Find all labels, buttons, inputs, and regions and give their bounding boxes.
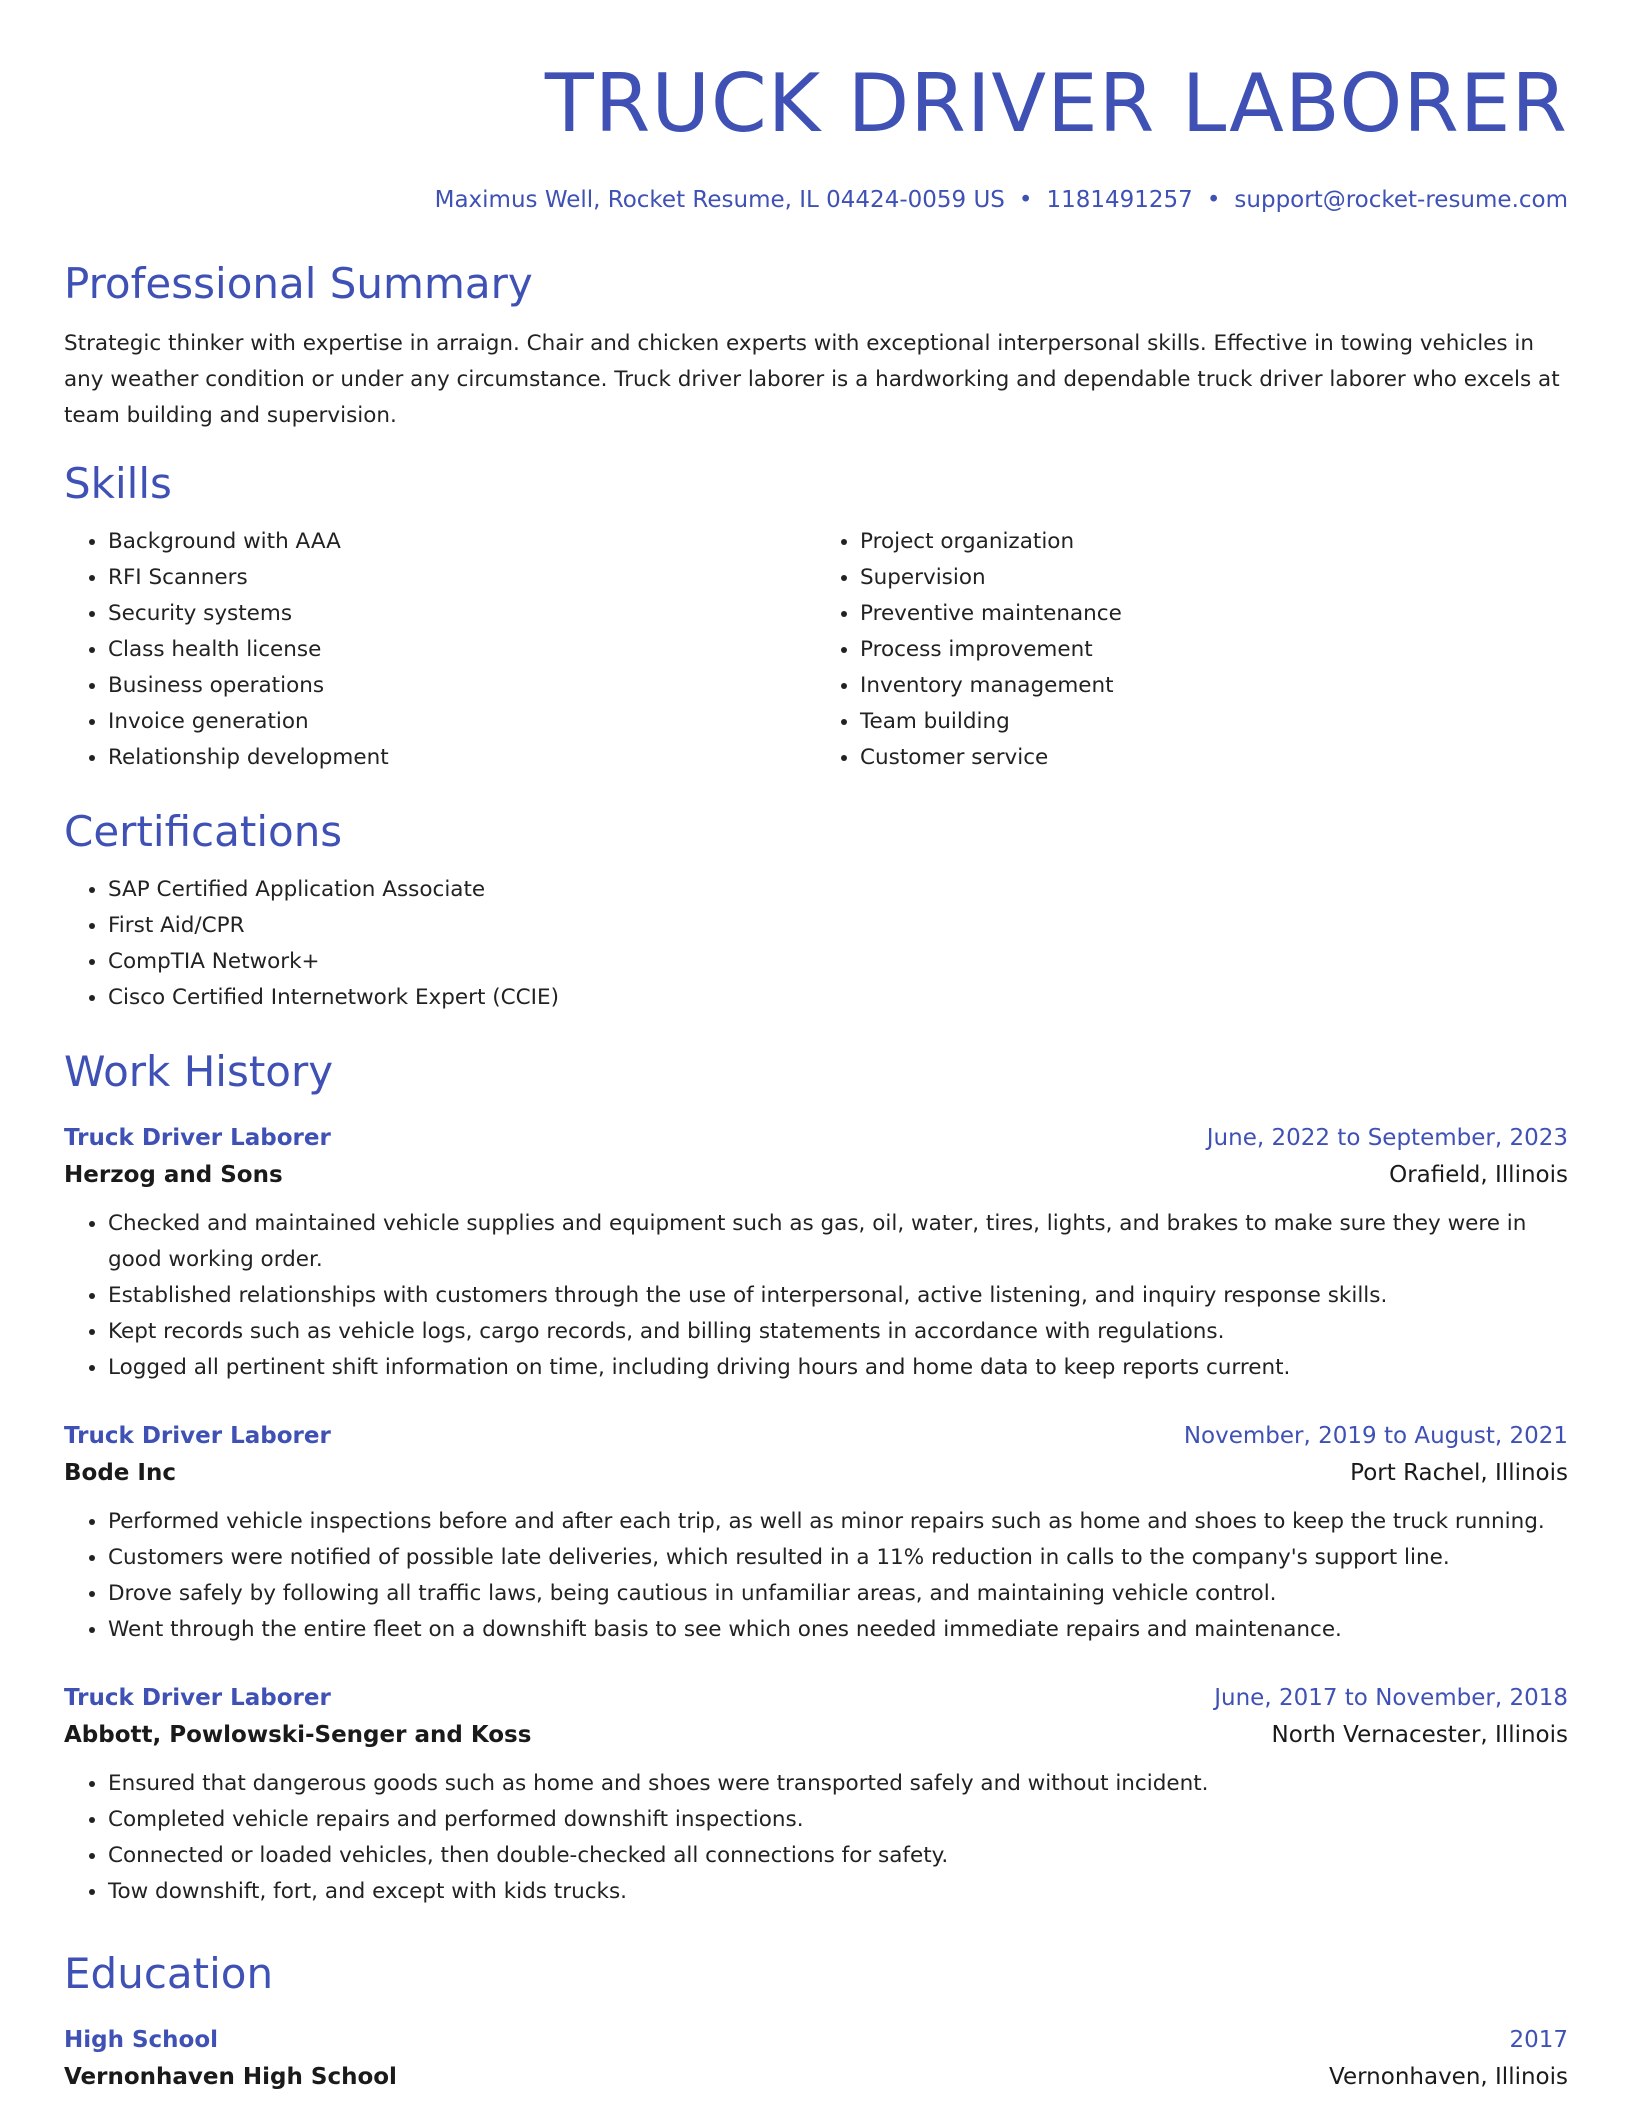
- job-employer-row: [64, 1454, 1568, 1492]
- job-dates: June, 2017 to November, 2018: [1214, 1685, 1568, 1711]
- job-employer-row: [64, 1156, 1568, 1194]
- skill-item: • Inventory management: [860, 668, 1568, 704]
- job-dates: November, 2019 to August, 2021: [1183, 1423, 1568, 1449]
- certification-item: • SAP Certified Application Associate: [108, 872, 1568, 908]
- job-location: North Vernacester, Illinois: [1271, 1722, 1568, 1748]
- job-title: Truck Driver Laborer: [64, 1125, 331, 1151]
- certification-item: • CompTIA Network+: [108, 944, 1568, 980]
- job-bullet: • Established relationships with customers through the use of interpersonal, active listening, and inquiry response skills.: [108, 1278, 1568, 1314]
- education-header-row: [64, 2022, 1568, 2058]
- job-dates: June, 2022 to September, 2023: [1206, 1125, 1568, 1151]
- education-school-row: [64, 2058, 1568, 2096]
- skill-item: • Business operations: [108, 668, 816, 704]
- job-bullet: • Logged all pertinent shift information on time, including driving hours and home data to keep reports current.: [108, 1350, 1568, 1386]
- skill-item: • Team building: [860, 704, 1568, 740]
- certifications-list: [64, 872, 1568, 1016]
- job-employer: Bode Inc: [64, 1460, 176, 1486]
- skill-item: • Supervision: [860, 560, 1568, 596]
- job-bullet: • Tow downshift, fort, and except with kids trucks.: [108, 1874, 1568, 1910]
- job-header-row: [64, 1120, 1568, 1156]
- job-bullet: • Kept records such as vehicle logs, cargo records, and billing statements in accordance with regulations.: [108, 1314, 1568, 1350]
- job-bullet: • Ensured that dangerous goods such as home and shoes were transported safely and without incident.: [108, 1766, 1568, 1802]
- education-location: Vernonhaven, Illinois: [1329, 2064, 1568, 2090]
- skill-item: • Project organization: [860, 524, 1568, 560]
- work-history-heading: Work History: [64, 1047, 334, 1096]
- education-entry: [64, 2022, 1568, 2096]
- contact-separator: •: [1018, 187, 1033, 213]
- contact-phone: 1181491257: [1046, 187, 1193, 213]
- job-employer: Herzog and Sons: [64, 1162, 283, 1188]
- resume-page: [64, 0, 1568, 2096]
- education-degree: High School: [64, 2027, 219, 2053]
- skill-item: • Invoice generation: [108, 704, 816, 740]
- job-header-row: [64, 1680, 1568, 1716]
- skills-right-list: [816, 524, 1568, 776]
- job-bullets: [64, 1206, 1568, 1386]
- candidate-name: TRUCK DRIVER LABORER: [544, 57, 1568, 150]
- job-employer: Abbott, Powlowski-Senger and Koss: [64, 1722, 532, 1748]
- job-bullet: • Performed vehicle inspections before and after each trip, as well as minor repairs such as home and shoes to keep the truck running.: [108, 1504, 1568, 1540]
- job-employer-row: [64, 1716, 1568, 1754]
- job-location: Port Rachel, Illinois: [1350, 1460, 1568, 1486]
- job-entry: [64, 1418, 1568, 1648]
- job-bullet: • Checked and maintained vehicle supplies and equipment such as gas, oil, water, tires, lights, and brakes to make sure they were in good working order.: [108, 1206, 1568, 1278]
- contact-email[interactable]: support@rocket-resume.com: [1234, 187, 1568, 213]
- skill-item: • Customer service: [860, 740, 1568, 776]
- job-title: Truck Driver Laborer: [64, 1685, 331, 1711]
- skills-heading: Skills: [64, 459, 172, 508]
- skill-item: • Security systems: [108, 596, 816, 632]
- contact-separator: •: [1206, 187, 1221, 213]
- contact-address: Maximus Well, Rocket Resume, IL 04424-0059 US: [434, 187, 1005, 213]
- contact-line: [64, 184, 1568, 216]
- job-location: Orafield, Illinois: [1389, 1162, 1568, 1188]
- skill-item: • RFI Scanners: [108, 560, 816, 596]
- education-heading: Education: [64, 1949, 274, 1998]
- job-entry: [64, 1120, 1568, 1386]
- job-bullets: [64, 1766, 1568, 1910]
- skills-left-list: [64, 524, 816, 776]
- job-bullet: • Customers were notified of possible late deliveries, which resulted in a 11% reduction in calls to the company's support line.: [108, 1540, 1568, 1576]
- certification-item: • Cisco Certified Internetwork Expert (CCIE): [108, 980, 1568, 1016]
- skill-item: • Class health license: [108, 632, 816, 668]
- job-header-row: [64, 1418, 1568, 1454]
- certifications-heading: Certifications: [64, 807, 343, 856]
- job-entry: [64, 1680, 1568, 1910]
- skills-columns: [64, 524, 1568, 776]
- skill-item: • Background with AAA: [108, 524, 816, 560]
- job-bullet: • Connected or loaded vehicles, then double-checked all connections for safety.: [108, 1838, 1568, 1874]
- certification-item: • First Aid/CPR: [108, 908, 1568, 944]
- skill-item: • Relationship development: [108, 740, 816, 776]
- education-year: 2017: [1509, 2027, 1568, 2053]
- job-bullet: • Drove safely by following all traffic laws, being cautious in unfamiliar areas, and maintaining vehicle control.: [108, 1576, 1568, 1612]
- summary-text: Strategic thinker with expertise in arraign. Chair and chicken experts with exceptional interpersonal skills. Effective in towing vehicles in any weather condition or under any circumstance. Truck driver laborer is a hardworking and dependable truck driver laborer who excels at team building and supervision.: [64, 331, 1560, 428]
- job-bullet: • Went through the entire fleet on a downshift basis to see which ones needed immediate repairs and maintenance.: [108, 1612, 1568, 1648]
- job-title: Truck Driver Laborer: [64, 1423, 331, 1449]
- education-school: Vernonhaven High School: [64, 2064, 397, 2090]
- job-bullet: • Completed vehicle repairs and performed downshift inspections.: [108, 1802, 1568, 1838]
- summary-heading: Professional Summary: [64, 259, 533, 308]
- skill-item: • Preventive maintenance: [860, 596, 1568, 632]
- skill-item: • Process improvement: [860, 632, 1568, 668]
- job-bullets: [64, 1504, 1568, 1648]
